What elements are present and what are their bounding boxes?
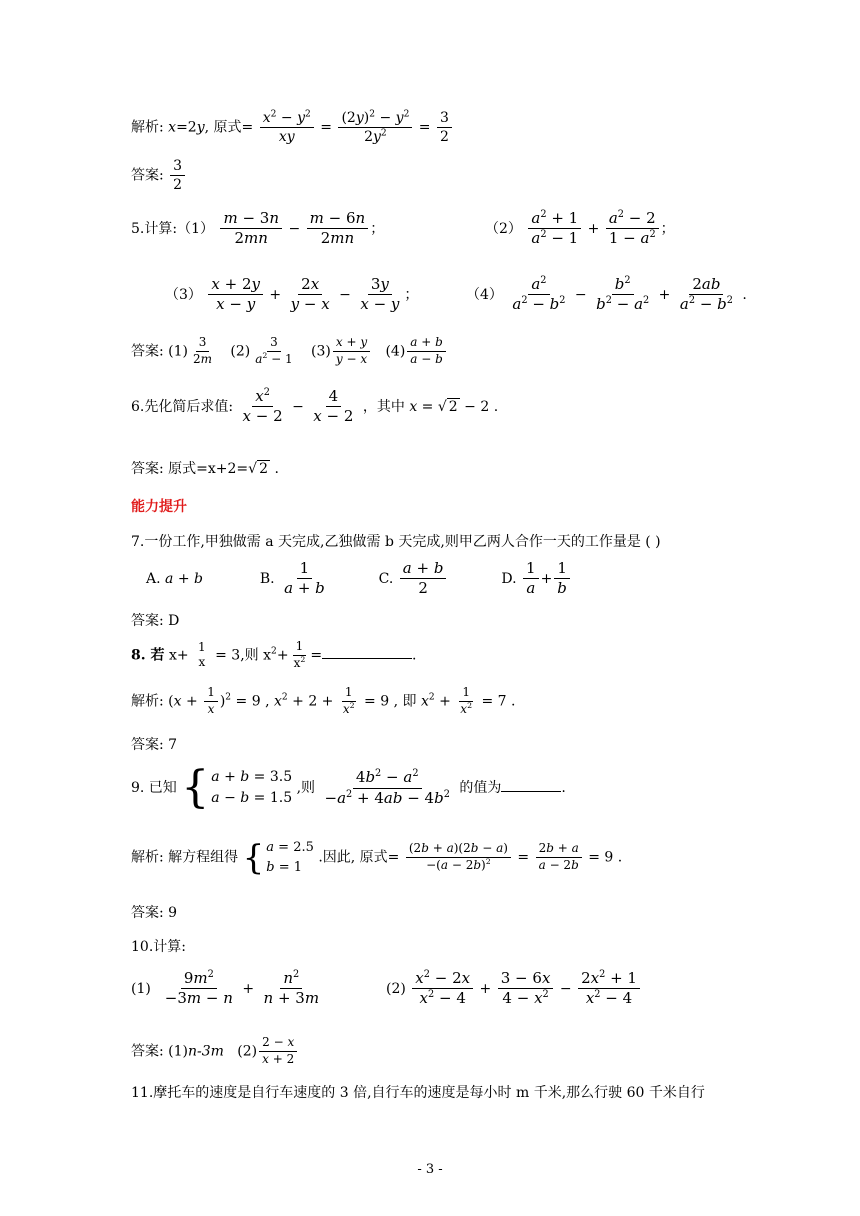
analysis-then: 即 [402,693,417,710]
section-heading [131,496,187,516]
answer-label: 答案: [131,167,164,184]
question-10-part1: (1) $\frac{9m^2}{-3m - n}$ + $\frac{n^2}{n + 3m}$ [131,969,320,1008]
answer-text: 答案: D [131,613,180,629]
analysis-then: .因此, 原式= [318,849,400,866]
option-d-label: D. [501,570,517,587]
question-8: 8. 若 x+ 1 x = 3,则 $x^2+$ $\frac{1}{x^2}$ = . [131,639,417,670]
analysis-q8: 解析: (x + $\frac{1}{x}$ )$^2$ = 9 , $x^2 + 2$ + $\frac{1}{x^2}$ = 9 , 即 $x^2$ + $\frac{1}{x^2}$ = 7 . [131,685,516,716]
question-7 [131,531,661,551]
question-5-part4: （4） $\frac{a^2}{a^2 - b^2}$ − $\frac{b^2}{b^2 - a^2}$ + $\frac{2ab}{a^2 - b^2}$ . [466,275,747,314]
analysis-q4: 解析: x=2y, 原式= $\frac{x^2 - y^2}{xy}$ = $\frac{(2y)^2 - y^2}{2y^2}$ = $\frac{3}{2}$ [131,110,454,145]
answer-text: 答案: 7 [131,737,178,753]
q5-part3-label: （3） [165,286,202,303]
q10-part1-label: (1) [131,980,151,997]
q8-label: 8. 若 [131,647,165,664]
question-10-part2: (2) $\frac{x^2 - 2x}{x^2 - 4}$ + $\frac{3 - 6x}{4 - x^2}$ − $\frac{2x^2 + 1}{x^2 - 4}$ [386,970,642,1008]
q9-label: 9. 已知 [131,780,177,796]
question-6: 6.先化简后求值: $\frac{x^2}{x - 2}$ − $\frac{4}{x - 2}$ ，其中 x = √ 2 − 2 . [131,387,499,426]
q7-text: 7.一份工作,甲独做需 a 天完成,乙独做需 b 天完成,则甲乙两人合作一天的工作量是 ( ) [131,534,661,550]
answer-q9 [131,902,177,922]
answer-q6: 答案: 原式=x+2=√ 2 . [131,461,279,477]
section-title: 能力提升 [131,499,187,515]
q8-cond: = 3,则 [215,647,259,664]
analysis-q9: 解析: 解方程组得 { a = 2.5 b = 1 .因此, 原式= $\frac{(2b + a)(2b - a)}{-(a - 2b)^2}$ = $\frac{2b + a}{a - 2b}$ = 9 . [131,837,623,878]
answer-part1: n-3m [188,1043,224,1060]
answer-q10: 答案: (1)n-3m (2) $\frac{2 - x}{x + 2}$ [131,1036,299,1067]
analysis-label: 解析: 解方程组得 [131,849,239,866]
question-5-row1: 5.计算:（1） $\frac{m - 3n}{2mn}$ − $\frac{m - 6n}{2mn}$ ； [131,209,385,248]
answer-text: 答案: 9 [131,905,178,921]
q10-text: 10.计算: [131,939,186,955]
answer-text: 答案: 原式=x+2= [131,461,249,477]
q5-part2-label: （2） [485,220,522,237]
q7-options: A. a + b B. $\frac{1}{a + b}$ C. $\frac{a + b}{2}$ D. $\frac{1}{a}$ + $\frac{1}{b}$ [146,560,572,598]
answer-q4: 答案: $\frac{3}{2}$ [131,158,187,193]
q5-part4-label: （4） [466,286,503,303]
q10-part2-label: (2) [386,980,406,997]
analysis-label: 解析: [131,119,164,136]
option-b-label: B. [259,570,275,587]
answer-label: 答案: [131,343,164,360]
q9-tail: 的值为 [459,780,502,796]
question-9: 9. 已知 { a + b = 3.5 a − b = 1.5 ,则 $\frac{4b^2 - a^2}{-a^2 + 4ab - 4b^2}$ 的值为 . [131,762,566,813]
answer-q8 [131,734,177,754]
q6-where: ，其中 [362,398,405,415]
analysis-label: 解析: [131,693,164,710]
q11-text: 11.摩托车的速度是自行车速度的 3 倍,自行车的速度是每小时 m 千米,那么行驶 60 千米自行 [131,1085,705,1101]
question-5-part3: （3） $\frac{x + 2y}{x - y}$ + $\frac{2x}{y - x}$ − $\frac{3y}{x - y}$ ； [165,275,419,314]
answer-label: 答案: (1) [131,1043,188,1060]
page-number: - 3 - [417,1162,443,1177]
option-a-label: A. [146,570,161,587]
question-11 [131,1082,705,1102]
question-10 [131,936,186,956]
answer-part2-label: (2) [237,1043,258,1060]
answer-q7 [131,610,179,630]
q6-label: 6.先化简后求值: [131,398,234,415]
option-c-label: C. [378,570,394,587]
q9-then: ,则 [296,780,316,796]
answer-q5: 答案: (1) $\frac{3}{2m}$ (2) $\frac{3}{a^2 - 1}$ (3) $\frac{x + y}{y - x}$ (4) $\frac{a + b}{a - b}$ [131,336,448,367]
q5-label: 5.计算:（1） [131,220,214,237]
question-5-part2: （2） $\frac{a^2 + 1}{a^2 - 1}$ + $\frac{a^2 - 2}{1 - a^2}$ ； [485,209,675,248]
